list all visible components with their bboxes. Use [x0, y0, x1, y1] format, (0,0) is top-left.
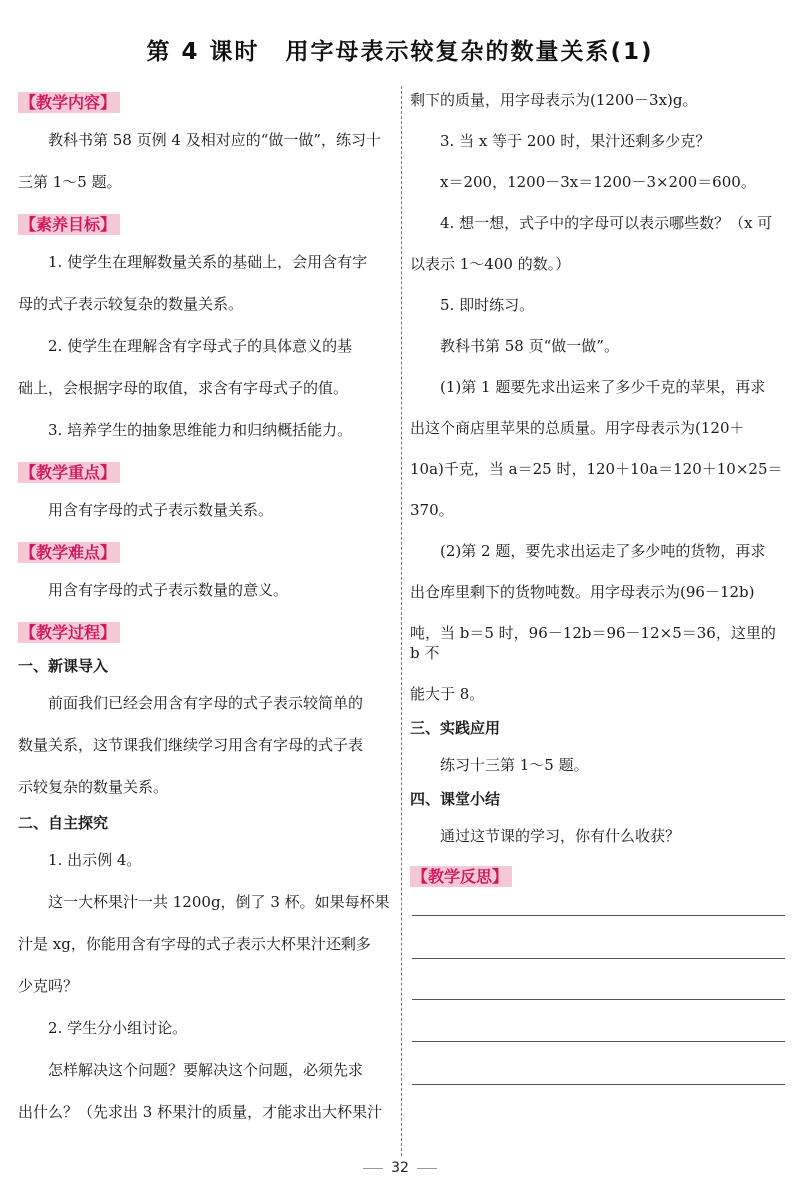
writing-line	[412, 1084, 785, 1085]
writing-line	[412, 915, 785, 916]
right-column	[410, 90, 785, 1085]
text-line: 吨，当 b＝5 时，96－12b＝96－12×5＝36，这里的 b 不	[410, 624, 776, 662]
text-line: 2. 使学生在理解含有字母式子的具体意义的基	[48, 337, 353, 355]
text-line: 练习十三第 1～5 题。	[440, 756, 589, 774]
text-line: 出什么？（先求出 3 杯果汁的质量，才能求出大杯果汁	[18, 1103, 383, 1121]
section-heading-difficulties: 【教学难点】	[18, 542, 120, 563]
subheading-practice: 三、实践应用	[410, 719, 501, 737]
writing-line	[412, 999, 785, 1000]
text-line: x＝200，1200－3x＝1200－3×200＝600。	[440, 173, 756, 191]
text-line: 前面我们已经会用含有字母的式子表示较简单的	[48, 694, 364, 712]
text-line: 用含有字母的式子表示数量的意义。	[48, 581, 289, 599]
text-line: 剩下的质量，用字母表示为(1200－3x)g。	[410, 91, 698, 109]
lesson-number: 第 4 课时	[146, 39, 260, 65]
text-line: 三第 1～5 题。	[18, 173, 122, 191]
text-line: 这一大杯果汁一共 1200g，倒了 3 杯。如果每杯果	[48, 893, 390, 911]
text-line: 怎样解决这个问题？要解决这个问题，必须先求	[48, 1061, 364, 1079]
page-number-dash-left	[363, 1168, 383, 1169]
writing-line	[412, 958, 785, 959]
text-line: 教科书第 58 页例 4 及相对应的“做一做”，练习十	[48, 131, 382, 149]
text-line: 用含有字母的式子表示数量关系。	[48, 501, 274, 519]
lesson-title	[0, 33, 800, 66]
text-line: 通过这节课的学习，你有什么收获？	[440, 827, 681, 845]
text-line: 3. 培养学生的抽象思维能力和归纳概括能力。	[48, 421, 353, 439]
text-line: 3. 当 x 等于 200 时，果汁还剩多少克？	[440, 132, 711, 150]
text-line: 示较复杂的数量关系。	[18, 778, 169, 796]
subheading-intro: 一、新课导入	[18, 657, 109, 675]
text-line: 汁是 xg，你能用含有字母的式子表示大杯果汁还剩多	[18, 935, 371, 953]
section-heading-goals: 【素养目标】	[18, 214, 120, 235]
subheading-explore: 二、自主探究	[18, 814, 109, 832]
text-line: 1. 使学生在理解数量关系的基础上，会用含有字	[48, 253, 368, 271]
text-line: (2)第 2 题，要先求出运走了多少吨的货物，再求	[440, 542, 766, 560]
text-line: 5. 即时练习。	[440, 296, 535, 314]
section-heading-process: 【教学过程】	[18, 622, 120, 643]
section-heading-reflection: 【教学反思】	[410, 866, 512, 887]
text-line: 能大于 8。	[410, 685, 485, 703]
text-line: 1. 出示例 4。	[48, 851, 142, 869]
page-number	[0, 1160, 800, 1176]
subheading-summary: 四、课堂小结	[410, 790, 501, 808]
text-line: 2. 学生分小组讨论。	[48, 1019, 188, 1037]
column-divider	[401, 86, 402, 1156]
text-line: 母的式子表示较复杂的数量关系。	[18, 295, 244, 313]
text-line: (1)第 1 题要先求出运来了多少千克的苹果，再求	[440, 378, 766, 396]
page-number-dash-right	[417, 1168, 437, 1169]
text-line: 以表示 1～400 的数。）	[410, 255, 571, 273]
writing-line	[412, 1041, 785, 1042]
text-line: 数量关系，这节课我们继续学习用含有字母的式子表	[18, 736, 364, 754]
page-number-value: 32	[391, 1160, 409, 1176]
section-heading-key-points: 【教学重点】	[18, 462, 120, 483]
lesson-topic: 用字母表示较复杂的数量关系(1)	[285, 39, 654, 65]
text-line: 教科书第 58 页“做一做”。	[440, 337, 619, 355]
text-line: 础上，会根据字母的取值，求含有字母式子的值。	[18, 379, 349, 397]
text-line: 4. 想一想，式子中的字母可以表示哪些数？（x 可	[440, 214, 773, 232]
text-line: 10a)千克，当 a＝25 时，120＋10a＝120＋10×25＝	[410, 460, 783, 478]
text-line: 370。	[410, 501, 454, 519]
left-column	[18, 90, 392, 1122]
text-line: 少克吗？	[18, 977, 79, 995]
section-heading-content: 【教学内容】	[18, 92, 120, 113]
text-line: 出这个商店里苹果的总质量。用字母表示为(120＋	[410, 419, 745, 437]
reflection-writing-lines	[410, 915, 785, 1085]
text-line: 出仓库里剩下的货物吨数。用字母表示为(96－12b)	[410, 583, 755, 601]
